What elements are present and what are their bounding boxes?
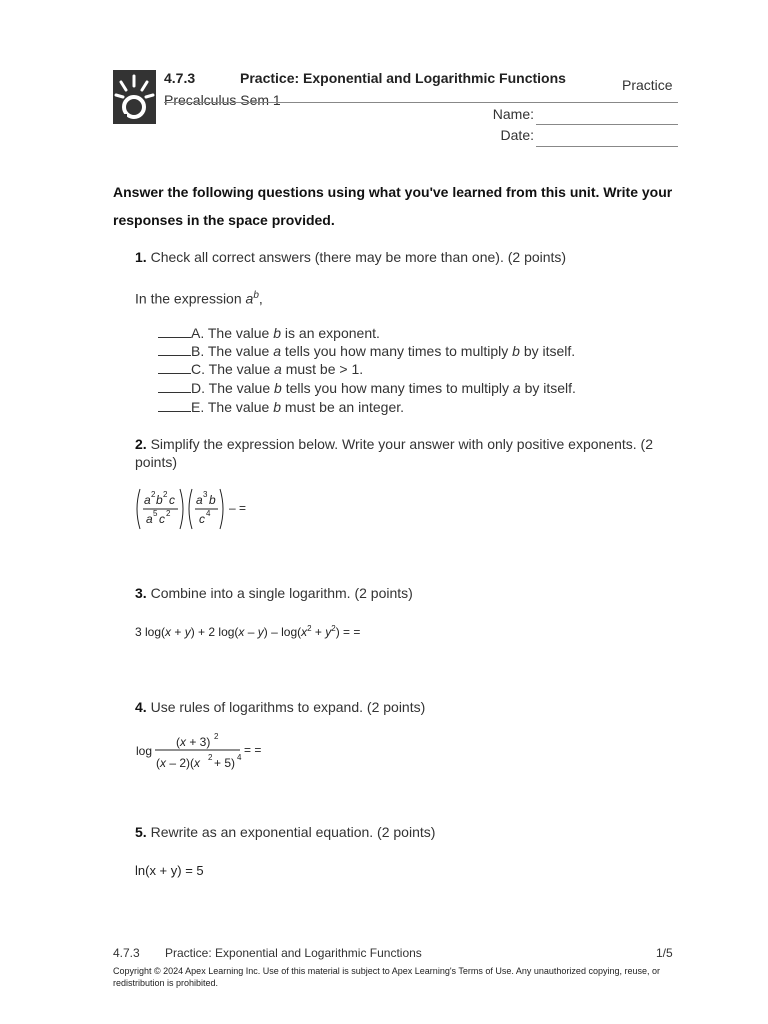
lesson-heading bbox=[164, 70, 566, 86]
option-var: a bbox=[274, 361, 282, 377]
footer-lesson-number: 4.7.3 bbox=[113, 946, 140, 960]
svg-text:(x – 2)(x: (x – 2)(x bbox=[156, 756, 201, 770]
question-5-expression: ln(x + y) = 5 bbox=[135, 863, 204, 878]
question-4-suffix: = = bbox=[244, 743, 262, 757]
header-divider bbox=[164, 102, 678, 103]
option-text: by itself. bbox=[520, 380, 576, 396]
option-text: A. The value bbox=[191, 325, 274, 341]
question-3-text: Combine into a single logarithm. (2 points) bbox=[150, 585, 413, 601]
svg-text:c: c bbox=[199, 512, 205, 526]
option-var: b bbox=[273, 325, 282, 341]
footer-lesson-title: Practice: Exponential and Logarithmic Functions bbox=[165, 946, 422, 960]
name-field[interactable] bbox=[536, 124, 678, 125]
question-1-stem bbox=[135, 287, 263, 308]
name-label: Name: bbox=[492, 106, 534, 122]
question-5-number: 5. bbox=[135, 824, 147, 840]
answer-blank[interactable] bbox=[158, 325, 191, 338]
option-var: b bbox=[274, 380, 282, 396]
stem-comma: , bbox=[258, 290, 263, 307]
question-4-prompt bbox=[135, 698, 425, 716]
svg-text:3: 3 bbox=[203, 490, 208, 499]
option-text: E. The value bbox=[191, 399, 274, 415]
svg-text:b: b bbox=[209, 493, 216, 507]
instructions: Answer the following questions using what you've learned from this unit. Write your responses in the space provided. bbox=[113, 184, 673, 228]
lesson-title: Practice: Exponential and Logarithmic Functions bbox=[240, 70, 566, 86]
question-5-text: Rewrite as an exponential equation. (2 points) bbox=[150, 824, 436, 840]
option-text: is an exponent. bbox=[281, 325, 380, 341]
course-name: Precalculus Sem 1 bbox=[164, 92, 281, 108]
answer-blank[interactable] bbox=[158, 380, 191, 393]
option-var: b bbox=[512, 343, 520, 359]
answer-blank[interactable] bbox=[158, 361, 191, 374]
question-3-suffix: = bbox=[353, 625, 361, 639]
svg-text:log: log bbox=[136, 744, 153, 758]
question-4-number: 4. bbox=[135, 699, 147, 715]
option-text: tells you how many times to multiply bbox=[281, 343, 513, 359]
question-2-suffix: – = bbox=[229, 501, 247, 515]
svg-text:2: 2 bbox=[166, 509, 171, 518]
option-text: C. The value bbox=[191, 361, 275, 377]
svg-text:2: 2 bbox=[214, 732, 219, 741]
svg-text:2: 2 bbox=[151, 490, 156, 499]
question-1-number: 1. bbox=[135, 249, 147, 265]
answer-blank[interactable] bbox=[158, 343, 191, 356]
svg-text:a: a bbox=[144, 493, 151, 507]
option-var: a bbox=[273, 343, 282, 359]
copyright-notice: Copyright © 2024 Apex Learning Inc. Use of this material is subject to Apex Learning's Terms of Use. Any unauthorized copying, reuse, or redistribution is prohibited. bbox=[113, 966, 660, 988]
option-text: must be > 1. bbox=[281, 361, 364, 377]
svg-text:4: 4 bbox=[237, 753, 242, 762]
option-text: B. The value bbox=[191, 343, 274, 359]
svg-text:2: 2 bbox=[163, 490, 168, 499]
option-text: D. The value bbox=[191, 380, 275, 396]
question-2-number: 2. bbox=[135, 436, 147, 452]
question-2-expression bbox=[134, 486, 254, 532]
stem-exponent: b bbox=[253, 290, 259, 301]
question-4-expression bbox=[134, 732, 284, 774]
date-label: Date: bbox=[500, 127, 534, 143]
question-3-number: 3. bbox=[135, 585, 147, 601]
question-3-prompt bbox=[135, 584, 413, 602]
option-d[interactable] bbox=[158, 379, 576, 397]
option-text: by itself. bbox=[519, 343, 576, 359]
question-2-text: Simplify the expression below. Write your answer with only positive exponents. (2 points) bbox=[135, 436, 653, 470]
svg-text:c: c bbox=[159, 512, 165, 526]
svg-text:(x + 3): (x + 3) bbox=[176, 735, 211, 749]
answer-blank[interactable] bbox=[158, 399, 191, 412]
option-text: tells you how many times to multiply bbox=[281, 380, 513, 396]
svg-text:c: c bbox=[169, 493, 175, 507]
lesson-number: 4.7.3 bbox=[164, 70, 196, 86]
option-a[interactable] bbox=[158, 324, 380, 342]
svg-text:4: 4 bbox=[206, 509, 211, 518]
svg-text:b: b bbox=[156, 493, 163, 507]
option-var: b bbox=[273, 399, 282, 415]
svg-text:a: a bbox=[146, 512, 153, 526]
question-1-text: Check all correct answers (there may be more than one). (2 points) bbox=[150, 249, 567, 265]
stem-base: a bbox=[245, 290, 254, 307]
page-number: 1/5 bbox=[656, 946, 673, 960]
option-e[interactable] bbox=[158, 398, 404, 416]
option-var: a bbox=[512, 380, 521, 396]
question-1-prompt bbox=[135, 248, 566, 266]
svg-text:2: 2 bbox=[208, 753, 213, 762]
date-field[interactable] bbox=[536, 146, 678, 147]
question-4-text: Use rules of logarithms to expand. (2 points) bbox=[150, 699, 426, 715]
svg-text:+ 5): + 5) bbox=[214, 756, 236, 770]
question-3-expression: 3 log(x + y) + 2 $\log(x - y) - \log(x^2 + y^2)$ = = bbox=[135, 624, 361, 639]
option-c[interactable] bbox=[158, 360, 363, 378]
doc-type-label: Practice bbox=[622, 77, 673, 93]
option-text: must be an integer. bbox=[281, 399, 405, 415]
option-b[interactable] bbox=[158, 342, 575, 360]
question-2-prompt bbox=[135, 435, 680, 471]
question-1-stem-text: In the expression bbox=[135, 290, 246, 307]
svg-text:a: a bbox=[196, 493, 203, 507]
svg-text:5: 5 bbox=[153, 509, 158, 518]
apex-logo-icon bbox=[113, 70, 156, 124]
question-5-prompt bbox=[135, 823, 435, 841]
